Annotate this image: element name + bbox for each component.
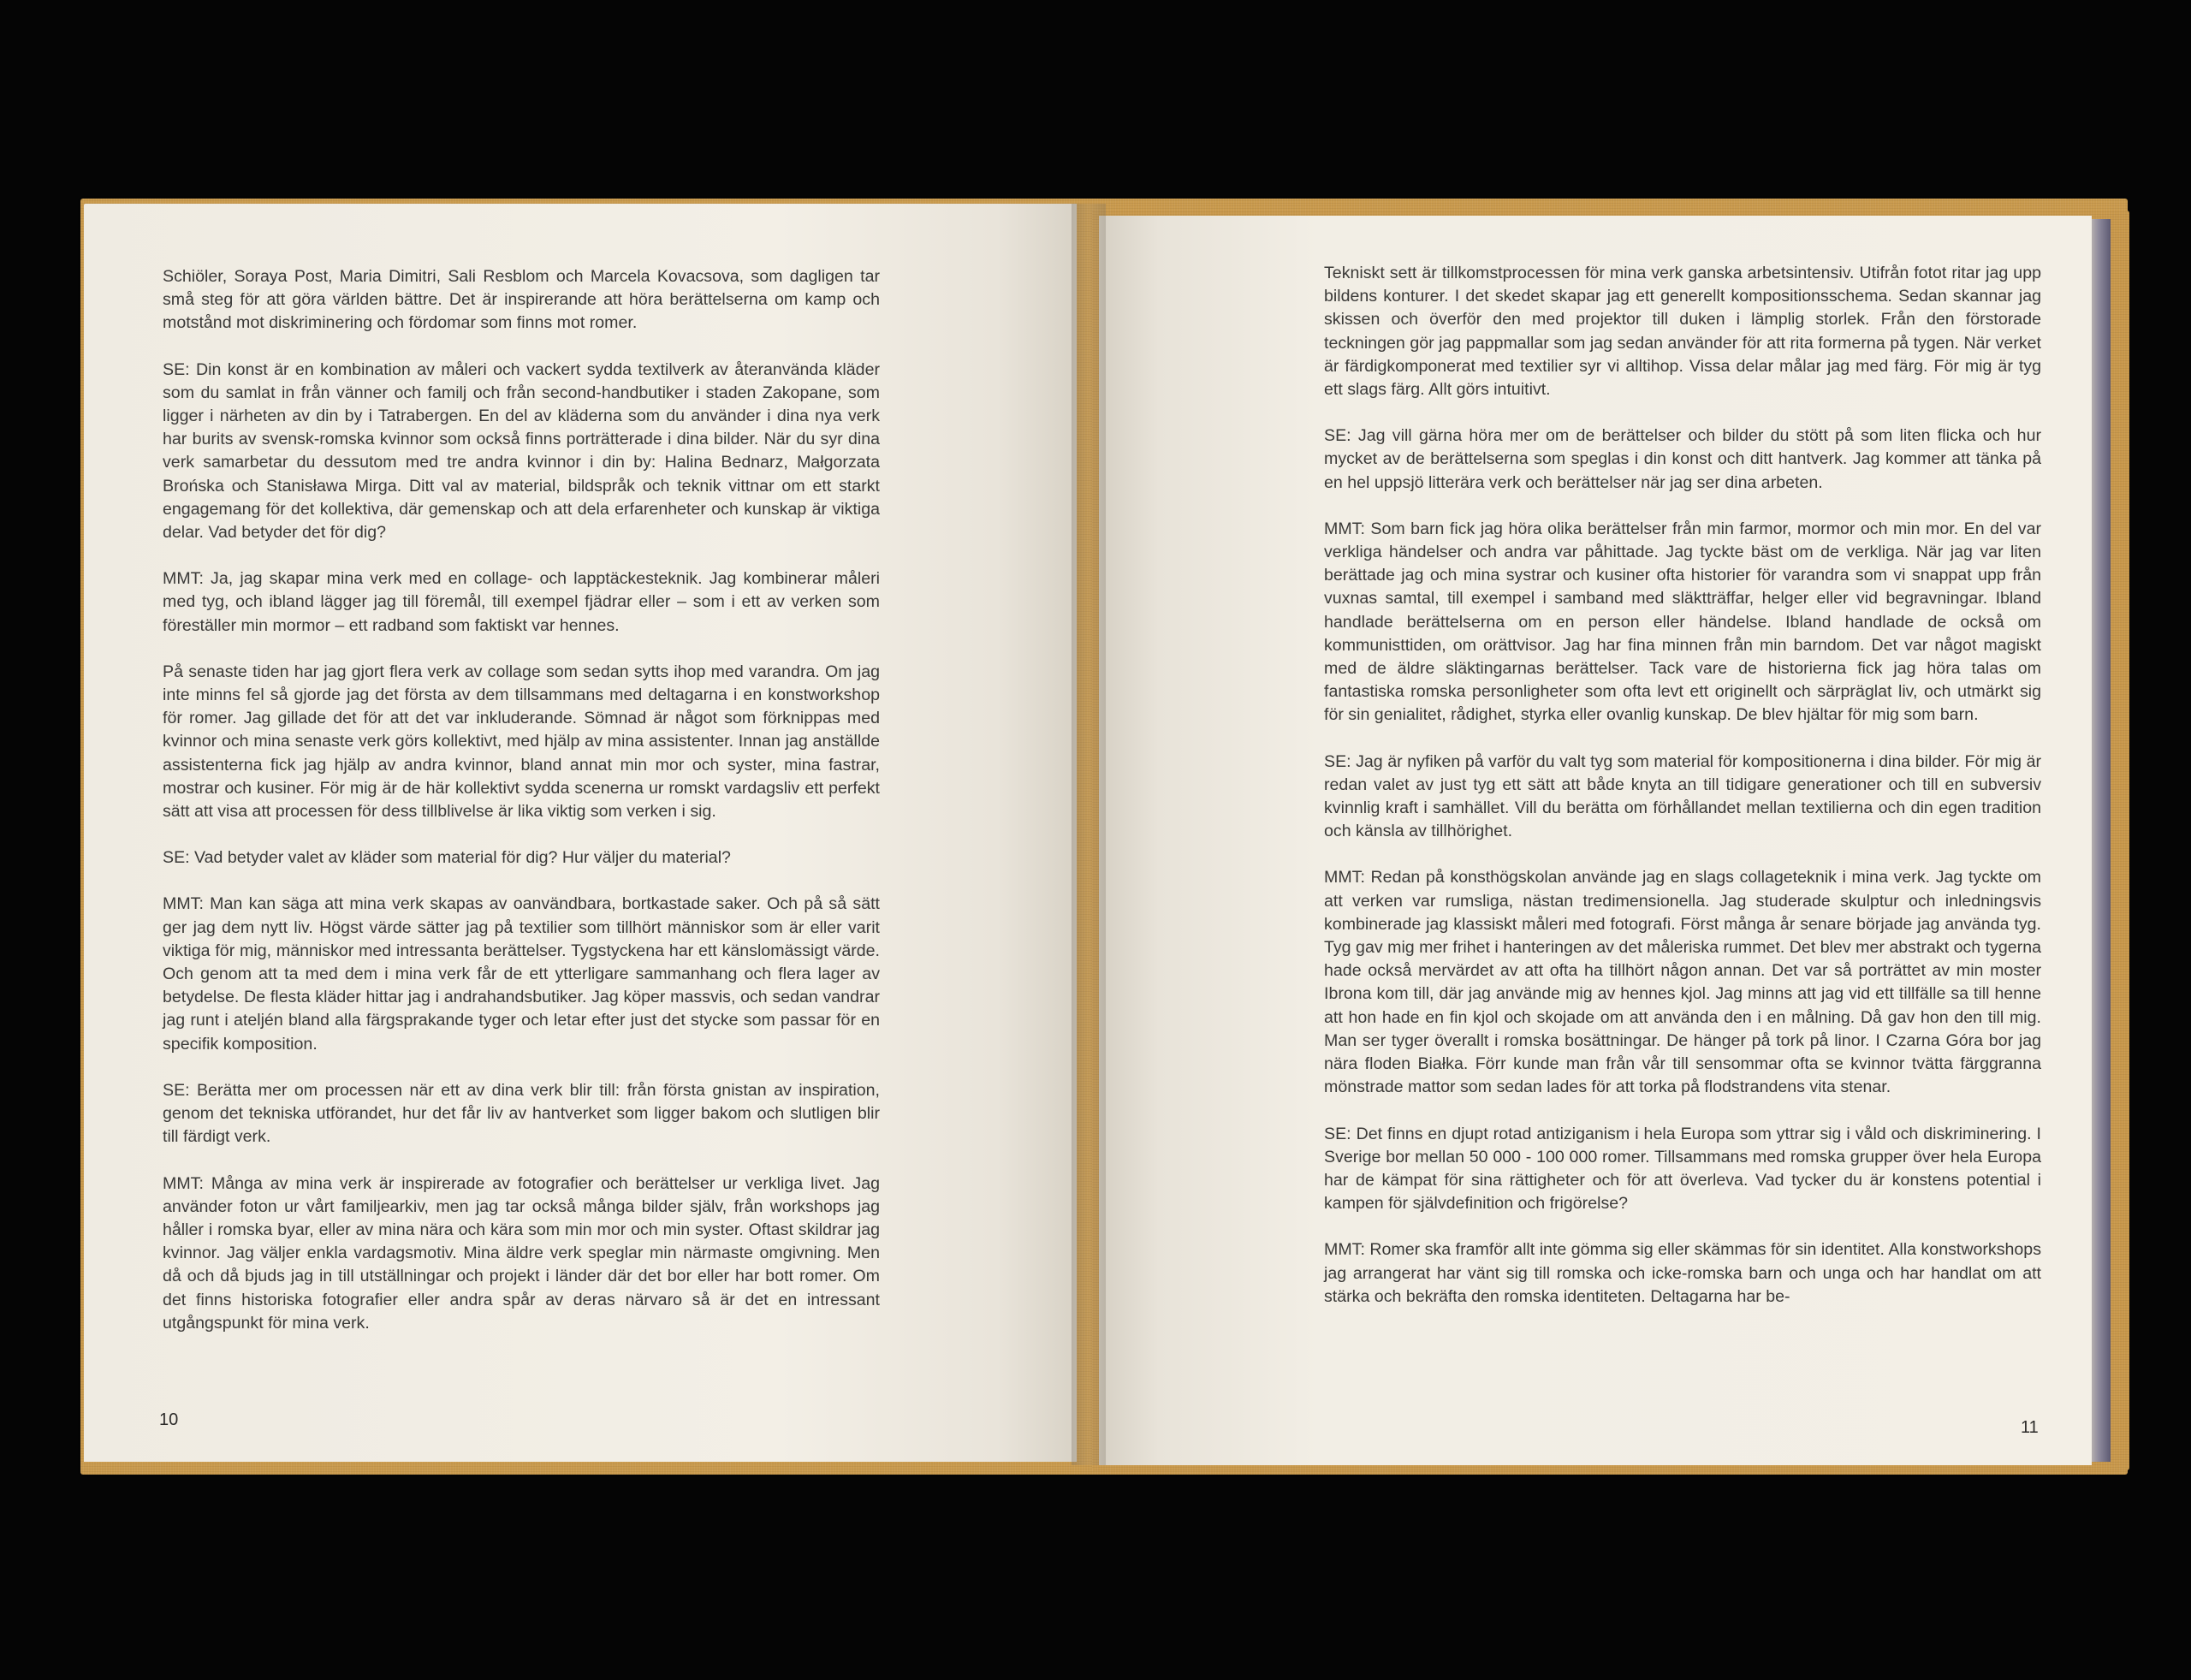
page-number-right: 11	[2021, 1418, 2039, 1437]
paragraph: SE: Din konst är en kombination av måleri och vackert sydda textilverk av återanvända kläder som du samlat in från vänner och familj och från second-handbutiker i staden Zakopane, som ligger i närheten av din by i Tatrabergen. En del av kläderna som du använder i dina nya verk har burits av svensk-romska kvinnor som också finns porträtterade i dina bilder. När du syr dina verk samarbetar du dessutom med tre andra kvinnor i din by: Halina Bednarz, Małgorzata Brońska och Stanisława Mirga. Ditt val av material, bildspråk och teknik vittnar om ett starkt engagemang för det kollektiva, där gemenskap och att dela erfarenheter och kunskap är viktiga delar. Vad betyder det för dig?	[163, 359, 880, 543]
right-page	[1099, 216, 2092, 1465]
book-gutter	[1072, 204, 1106, 1465]
paragraph: MMT: Som barn fick jag höra olika berättelser från min farmor, mormor och min mor. En del var verkliga händelser och andra var påhittade. Jag tyckte bäst om de verkliga. När jag var liten berättade jag och mina systrar och kusiner ofta historier för varandra som vi snappat upp från vuxnas samtal, till exempel i samband med släktträffar, helger eller vid begravningar. Ibland handlade berättelserna om en person eller händelse. Ibland handlade de också om kommunisttiden, om orättvisor. Jag har fina minnen från min barndom. Det var något magiskt med de äldre släktingarnas berättelser. Tack vare de historierna fick jag höra talas om fantastiska romska personligheter som ofta levt ett originellt och särpräglat liv, och utmärkt sig för sin genialitet, rådighet, styrka eller ovanlig kunskap. De blev hjältar för mig som barn.	[1324, 519, 2041, 725]
left-page-text	[163, 265, 880, 1335]
paragraph: MMT: Romer ska framför allt inte gömma sig eller skämmas för sin identitet. Alla konstworkshops jag arrangerat har vänt sig till romska och icke-romska barn och unga och har handlat om att stärka och bekräfta den romska identiteten. Deltagarna har be-	[1324, 1240, 2041, 1306]
paragraph: På senaste tiden har jag gjort flera verk av collage som sedan sytts ihop med varandra. Om jag inte minns fel så gjorde jag det första av dem tillsammans med deltagarna i en konstworkshop för romer. Jag gillade det för att det var inkluderande. Sömnad är något som förknippas med kvinnor och mina senaste verk görs kollektivt, med hjälp av mina assistenter. Innan jag anställde assistenterna fick jag hjälp av andra kvinnor, bland annat min mor och syster, mina fastrar, mostrar och kusiner. För mig är de här kollektivt sydda scenerna ur romskt vardagsliv ett perfekt sätt att visa att processen för dess tillblivelse är lika viktig som verken i sig.	[163, 662, 880, 822]
paragraph: SE: Vad betyder valet av kläder som material för dig? Hur väljer du material?	[163, 848, 731, 868]
paragraph: SE: Jag är nyfiken på varför du valt tyg som material för kompositionerna i dina bilder. För mig är redan valet av just tyg ett sätt att både knyta an till tidigare generationer och till en subversiv kvinnlig kraft i samhället. Vill du berätta om förhållandet mellan textilierna och din egen tradition och känsla av tillhörighet.	[1324, 751, 2041, 841]
paragraph: SE: Berätta mer om processen när ett av dina verk blir till: från första gnistan av inspiration, genom det tekniska utförandet, hur det får liv av hantverket som ligger bakom och slutligen blir till färdigt verk.	[163, 1080, 880, 1147]
page-number-left: 10	[159, 1410, 179, 1429]
paragraph: Schiöler, Soraya Post, Maria Dimitri, Sali Resblom och Marcela Kovacsova, som dagligen tar små steg för att göra världen bättre. Det är inspirerande att höra berättelserna om kamp och motstånd mot diskriminering och fördomar som finns mot romer.	[163, 267, 880, 333]
left-page	[84, 204, 1077, 1462]
paragraph: MMT: Många av mina verk är inspirerade av fotografier och berättelser ur verkliga livet. Jag använder foton ur vårt familjearkiv, men jag tar också många bilder själv, från workshops jag håller i romska byar, eller av mina nära och kära som min mor och min syster. Oftast skildrar jag kvinnor. Jag väljer enkla vardagsmotiv. Mina äldre verk speglar min närmaste omgivning. Men då och då bjuds jag in till utställningar och projekt i länder där det bor eller har bott romer. Om det finns historiska fotografier eller andra spår av deras närvaro så är det en intressant utgångspunkt för mina verk.	[163, 1173, 880, 1333]
paragraph: SE: Det finns en djupt rotad antiziganism i hela Europa som yttrar sig i våld och diskriminering. I Sverige bor mellan 50 000 - 100 000 romer. Tillsammans med romska grupper över hela Europa har de kämpat för sina rättigheter och för att överleva. Vad tycker du är konstens potential i kampen för självdefinition och frigörelse?	[1324, 1124, 2041, 1214]
right-page-text	[1324, 262, 2041, 1309]
paragraph: Tekniskt sett är tillkomstprocessen för mina verk ganska arbetsintensiv. Utifrån fotot ritar jag upp bildens konturer. I det skedet skapar jag ett generellt kompositionsschema. Sedan skannar jag skissen och överför den med projektor till duken i lämplig storlek. Från den förstorade teckningen gör jag pappmallar som jag sedan använder för att rita formerna på tygen. När verket är färdigkomponerat med textilier syr vi alltihop. Vissa delar målar jag med färg. För mig är tyg ett slags färg. Allt görs intuitivt.	[1324, 264, 2041, 400]
paragraph: MMT: Ja, jag skapar mina verk med en collage- och lapptäckesteknik. Jag kombinerar måleri med tyg, och ibland lägger jag till föremål, till exempel fjädrar eller – som i ett av verken som föreställer min mormor – ett radband som faktiskt var hennes.	[163, 569, 880, 635]
paragraph: SE: Jag vill gärna höra mer om de berättelser och bilder du stött på som liten flicka och hur mycket av de berättelserna som speglas i din konst och ditt hantverk. Jag kommer att tänka på en hel uppsjö litterära verk och berättelser när jag ser dina arbeten.	[1324, 426, 2041, 492]
paragraph: MMT: Man kan säga att mina verk skapas av oanvändbara, bortkastade saker. Och på så sätt ger jag dem nytt liv. Högst värde sätter jag på textilier som tillhört människor som är eller varit viktiga för mig, människor med intressanta berättelser. Tygstyckena har ett känslomässigt värde. Och genom att ta med dem i mina verk får de ett ytterligare sammanhang och flera lager av betydelse. De flesta kläder hittar jag i andrahandsbutiker. Jag köper massvis, och sedan vandrar jag runt i ateljén bland alla färgsprakande tyger och letar efter just det stycke som passar för en specifik komposition.	[163, 894, 880, 1054]
paragraph: MMT: Redan på konsthögskolan använde jag en slags collageteknik i mina verk. Jag tyckte om att verken var rumsliga, nästan tredimensionella. Jag studerade skulptur och inledningsvis kombinerade jag klassiskt måleri med fotografi. Först många år senare började jag använda tyg. Tyg gav mig mer frihet i hanteringen av det måleriska rummet. Det blev mer abstrakt och tygerna hade också mervärdet av att ofta ha tillhört någon annan. Det var så porträttet av min moster Ibrona kom till, där jag använde mig av hennes kjol. Jag minns att jag vid ett tillfälle sa till henne att hon hade en fin kjol och skojade om att använda den i en målning. Då gav hon den till mig. Man ser tyger överallt i romska bosättningar. De hänger på tork på linor. I Czarna Góra bor jag nära floden Białka. Förr kunde man från vår till sensommar ofta se kvinnor tvätta färggranna mönstrade mattor som sedan lades för att torka på flodstrandens vita stenar.	[1324, 868, 2041, 1097]
